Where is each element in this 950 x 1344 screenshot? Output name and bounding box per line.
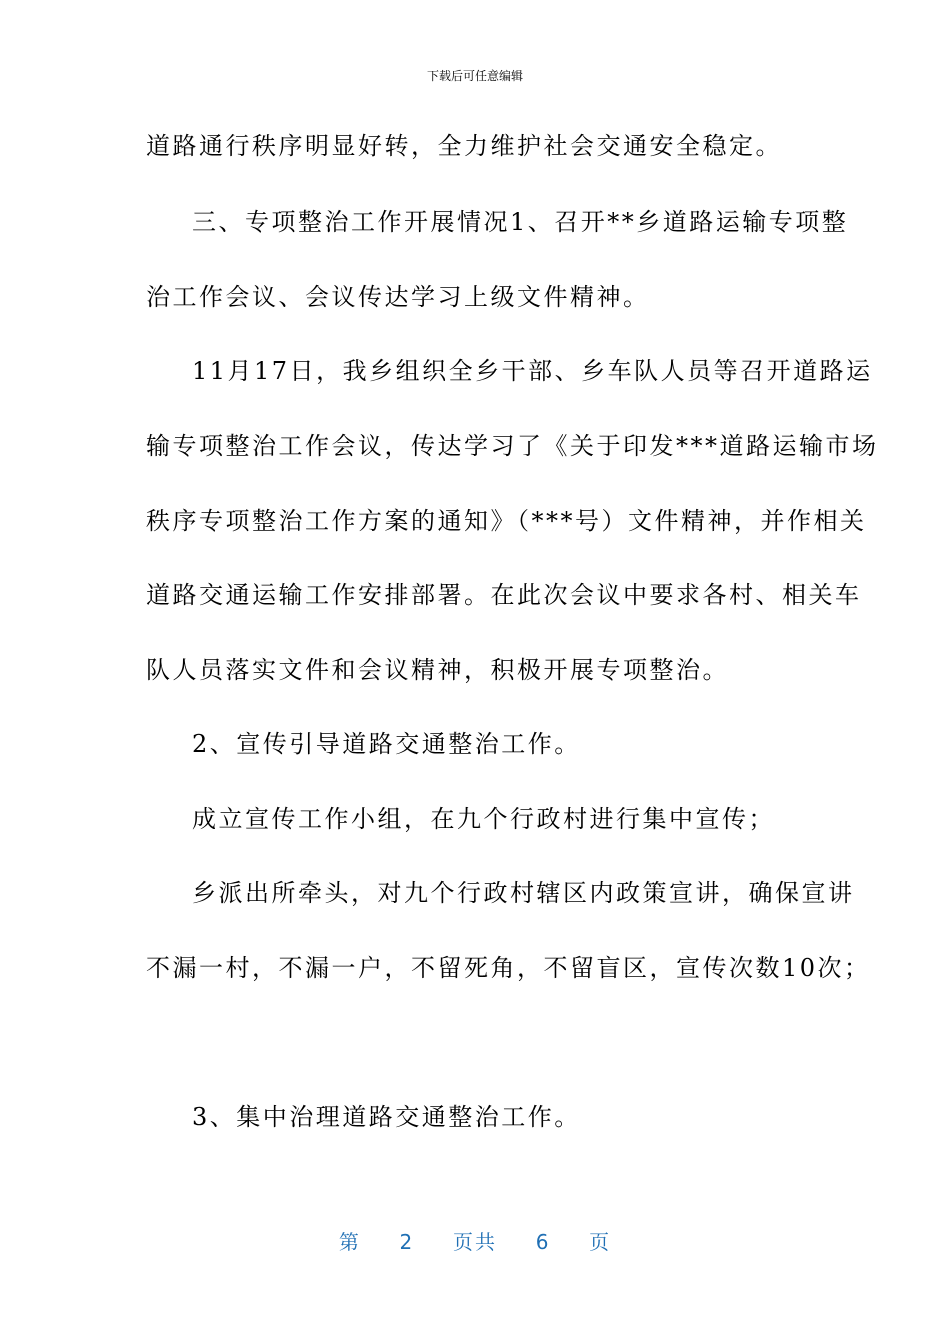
footer-total-pages: 6 [535,1230,551,1254]
body-line: 11月17日，我乡组织全乡干部、乡车队人员等召开道路运 [192,357,873,385]
page-footer [0,1226,950,1255]
body-line: 不漏一村，不漏一户，不留死角，不留盲区，宣传次数10次； [146,954,871,982]
body-line: 成立宣传工作小组，在九个行政村进行集中宣传； [192,805,775,833]
body-line: 治工作会议、会议传达学习上级文件精神。 [146,283,650,311]
body-line: 道路通行秩序明显好转，全力维护社会交通安全稳定。 [146,132,782,160]
body-line: 输专项整治工作会议，传达学习了《关于印发***道路运输市场 [146,432,879,460]
body-line: 道路交通运输工作安排部署。在此次会议中要求各村、相关车 [146,581,862,609]
footer-page-number: 2 [399,1230,415,1254]
body-line: 2、宣传引导道路交通整治工作。 [192,730,581,758]
header-note: 下载后可任意编辑 [426,69,523,83]
body-line: 乡派出所牵头，对九个行政村辖区内政策宣讲，确保宣讲 [192,879,855,907]
body-line: 队人员落实文件和会议精神，积极开展专项整治。 [146,656,729,684]
body-line: 三、专项整治工作开展情况1、召开**乡道路运输专项整 [192,208,849,236]
footer-prefix: 第 [338,1230,361,1254]
footer-middle: 页共 [453,1230,497,1254]
body-line: 秩序专项整治工作方案的通知》（***号）文件精神，并作相关 [146,507,867,535]
footer-suffix: 页 [589,1230,612,1254]
body-line: 3、集中治理道路交通整治工作。 [192,1103,581,1131]
